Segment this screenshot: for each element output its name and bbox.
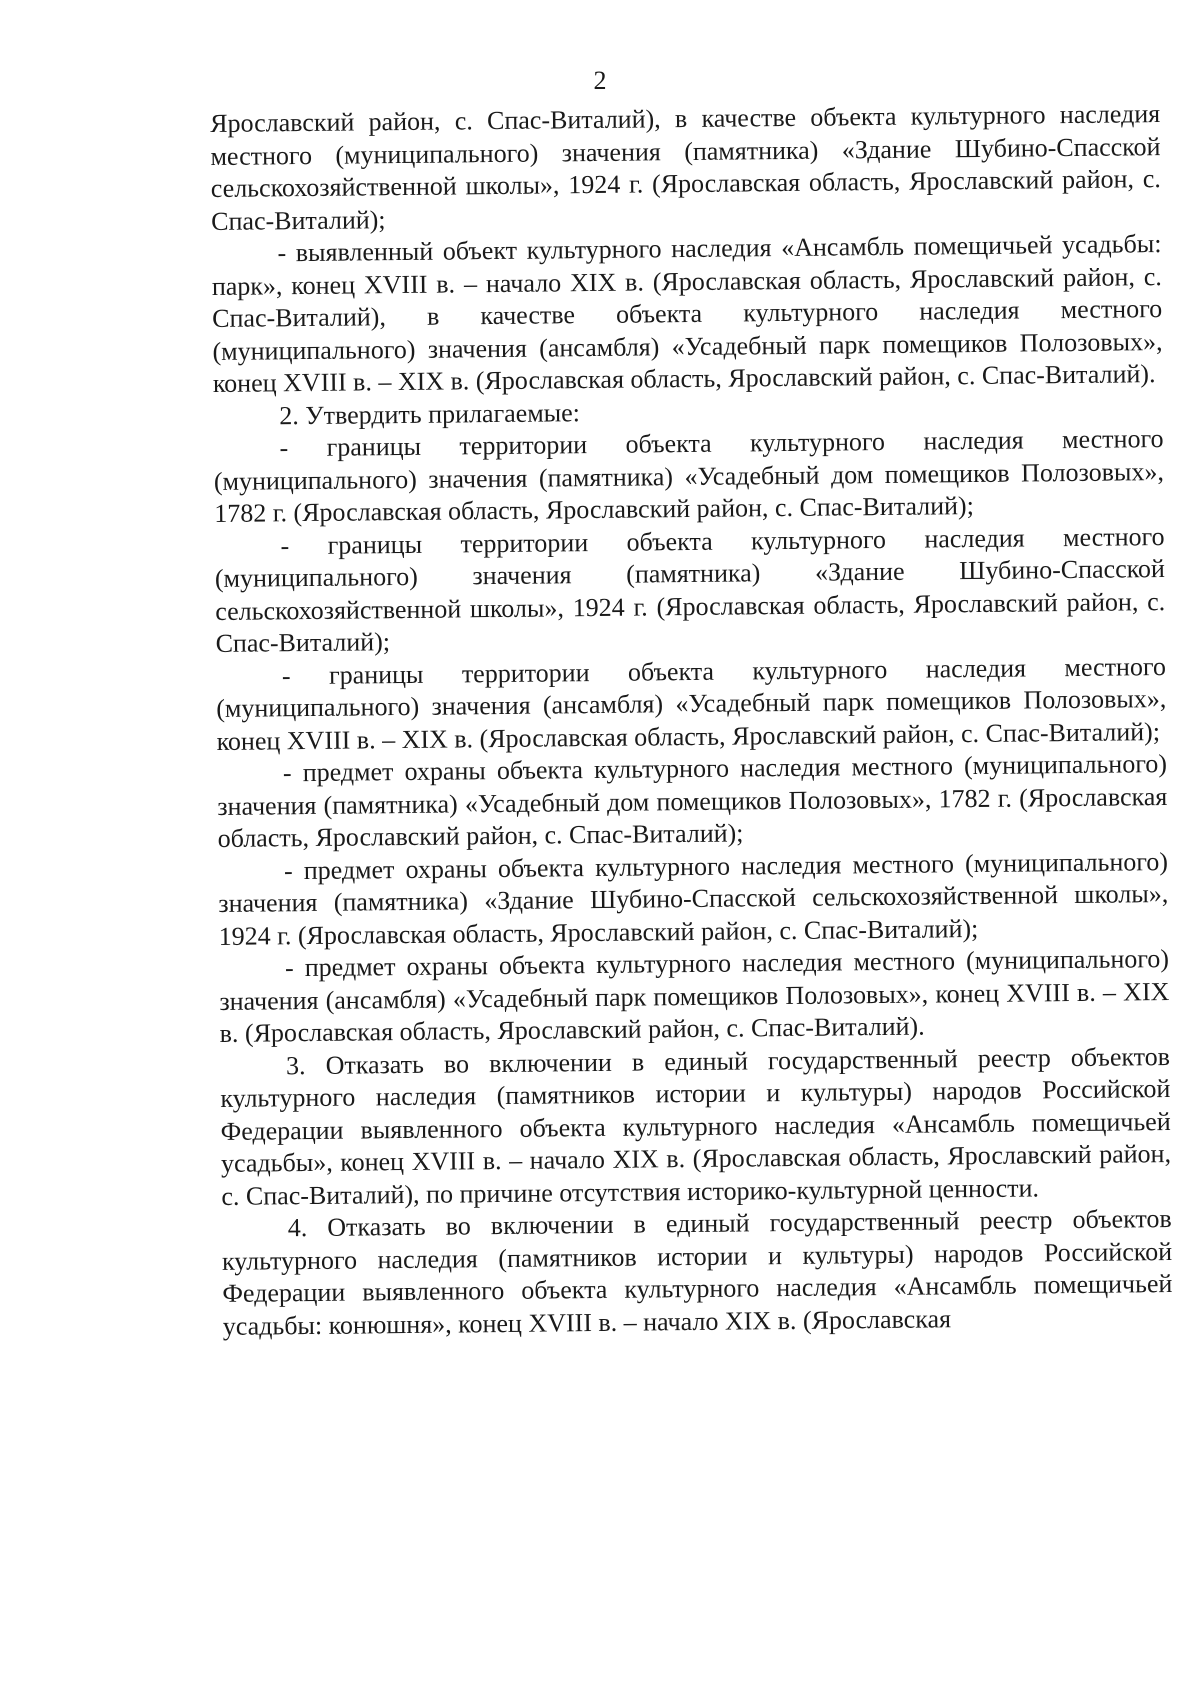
paragraph-list-item: - выявленный объект культурного наследия «Ансамбль помещичьей усадьбы: парк», конец XVIII в. – начало XIX в. (Ярославская область, Ярославский район, с. Спас-Виталий), в качестве объекта культурного наследия местного (муниципального) значения (ансамбля) «Усадебный парк помещиков Полозовых», конец XVIII в. – XIX в. (Ярославская область, Ярославский район, с. Спас-Виталий). [211,229,1163,398]
page-number: 2 [593,66,607,95]
paragraph-list-item: - границы территории объекта культурного наследия местного (муниципального) значения (памятника) «Усадебный дом помещиков Полозовых», 1782 г. (Ярославская область, Ярославский район, с. Спас-Виталий); [213,424,1165,528]
paragraph-continuation: Ярославский район, с. Спас-Виталий), в качестве объекта культурного наследия местного (муниципального) значения (памятника) «Здание Шубино-Спасской сельскохозяйственной школы», 1924 г. (Ярославская область, Ярославский район, с. Спас-Виталий); [210,99,1161,236]
paragraph-list-item: - границы территории объекта культурного наследия местного (муниципального) значения (ансамбля) «Усадебный парк помещиков Полозовых», конец XVIII в. – XIX в. (Ярославская область, Ярославский район, с. Спас-Виталий); [216,651,1167,756]
document-body [210,98,1173,1343]
paragraph-list-item: - границы территории объекта культурного наследия местного (муниципального) значения (памятника) «Здание Шубино-Спасской сельскохозяйственной школы», 1924 г. (Ярославская область, Ярославский район, с. Спас-Виталий); [214,521,1166,658]
paragraph-list-item: - предмет охраны объекта культурного наследия местного (муниципального) значения (ансамбля) «Усадебный парк помещиков Полозовых», конец XVIII в. – XIX в. (Ярославская область, Ярославский район, с. Спас-Виталий). [219,944,1170,1048]
paragraph-list-item: - предмет охраны объекта культурного наследия местного (муниципального) значения (памятника) «Усадебный дом помещиков Полозовых», 1782 г. (Ярославская область, Ярославский район, с. Спас-Виталий); [217,749,1168,853]
paragraph-item-3: 3. Отказать во включении в единый государственный реестр объектов культурного наследия (памятников истории и культуры) народов Российской Федерации выявленного объекта культурного наследия «Ансамбль помещичьей усадьбы», конец XVIII в. – начало XIX в. (Ярославская область, Ярославский район, с. Спас-Виталий), по причине отсутствия историко-культурной ценности. [220,1041,1172,1211]
paragraph-list-item: - предмет охраны объекта культурного наследия местного (муниципального) значения (памятника) «Здание Шубино-Спасской сельскохозяйственной школы», 1924 г. (Ярославская область, Ярославский район, с. Спас-Виталий); [218,846,1169,951]
paragraph-item-4: 4. Отказать во включении в единый государственный реестр объектов культурного наследия (памятников истории и культуры) народов Российской Федерации выявленного объекта культурного наследия «Ансамбль помещичьей усадьбы: конюшня», конец XVIII в. – начало XIX в. (Ярославская [221,1203,1173,1341]
paragraph-item-2-heading: 2. Утвердить прилагаемые: [279,397,581,430]
